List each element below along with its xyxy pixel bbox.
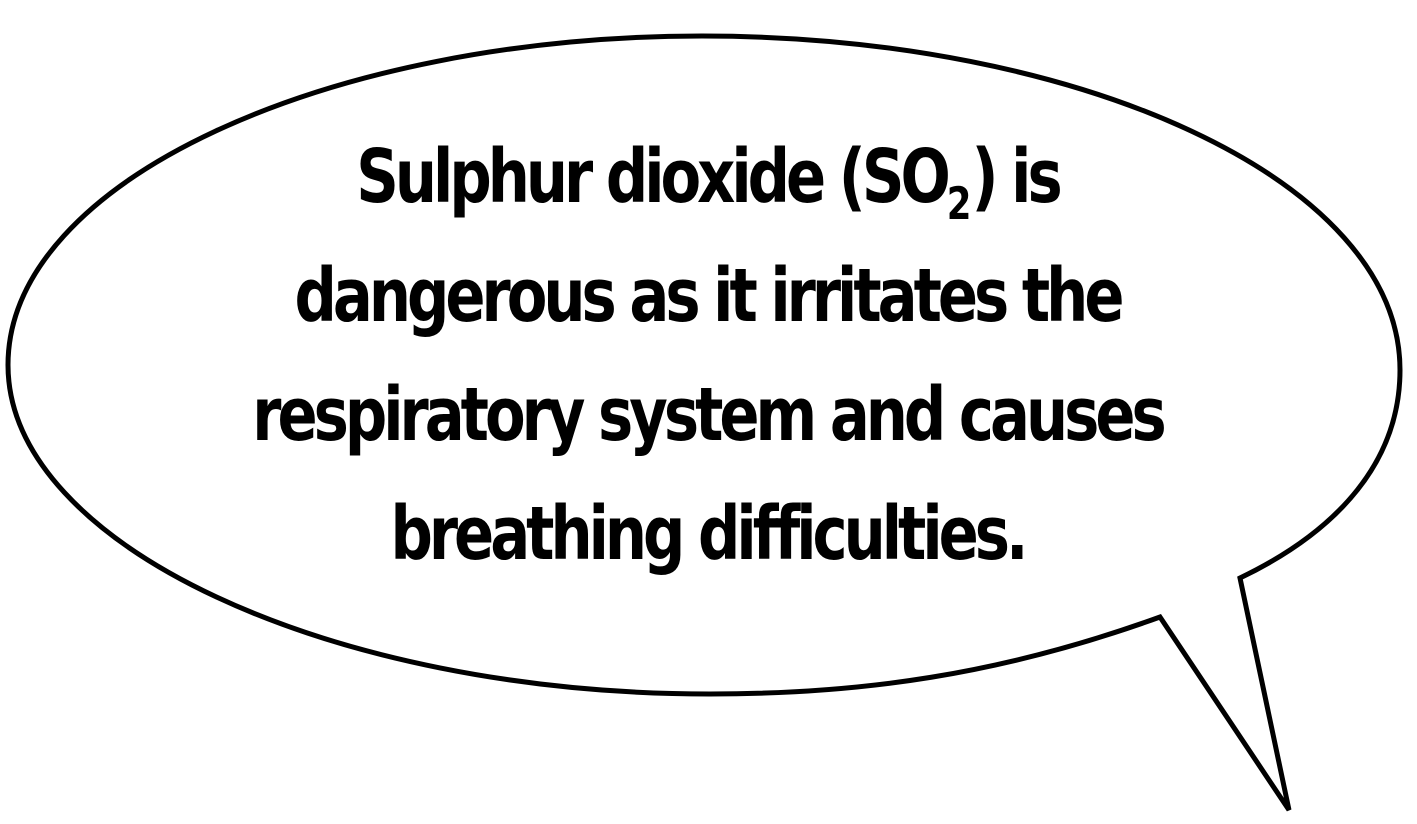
text-line-1: Sulphur dioxide $(SO_2)$ is <box>356 134 1059 230</box>
text-line-4: breathing difficulties. <box>390 491 1025 577</box>
text-line-3: respiratory system and causes <box>252 372 1163 458</box>
text-line-2: dangerous as it irritates the <box>294 253 1121 339</box>
speech-bubble-text <box>230 118 1186 594</box>
subscript-two: 2 <box>946 178 972 230</box>
